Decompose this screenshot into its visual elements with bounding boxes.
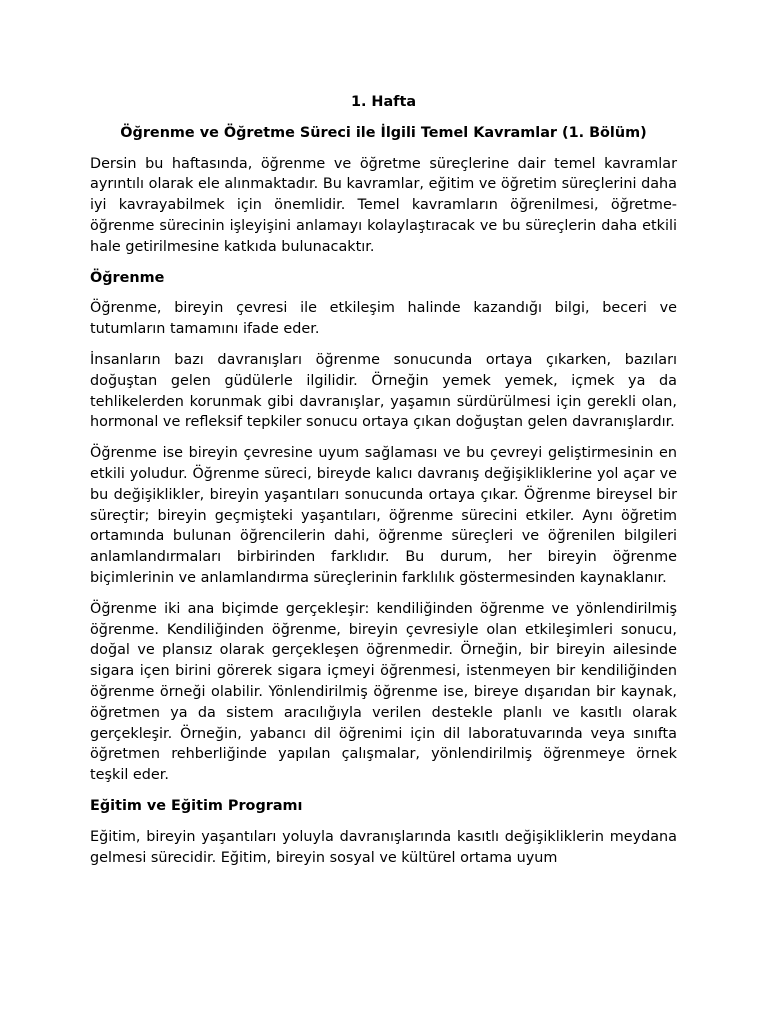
ogrenme-paragraph-4: Öğrenme iki ana biçimde gerçekleşir: kendiliğinden öğrenme ve yönlendirilmiş öğrenme. Kendiliğinden öğrenme, bireyin çevresiyle olan etkileşimleri sonucu, doğal ve plansız olarak gerçekleşen öğrenmedir. Örneğin, bir bireyin ailesinde sigara içen birini görerek sigara içmeyi öğrenmesi, istenmeyen bir kendiliğinden öğrenme örneği olabilir. Yönlendirilmiş öğrenme ise, bireye dışarıdan bir kaynak, öğretmen ya da sistem aracılığıyla verilen destekle planlı ve kasıtlı olarak gerçekleşir. Örneğin, yabancı dil öğrenimi için dil laboratuvarında veya sınıfta öğretmen rehberliğinde yapılan çalışmalar, yönlendirilmiş öğrenmeye örnek teşkil eder. — [90, 600, 677, 784]
document-subtitle: Öğrenme ve Öğretme Süreci ile İlgili Temel Kavramlar (1. Bölüm) — [120, 124, 647, 141]
section-heading-ogrenme: Öğrenme — [90, 269, 165, 286]
ogrenme-paragraph-3: Öğrenme ise bireyin çevresine uyum sağlaması ve bu çevreyi geliştirmesinin en etkili yoludur. Öğrenme süreci, bireyde kalıcı davranış değişikliklerine yol açar ve bu değişiklikler, bireyin yaşantıları sonucunda ortaya çıkar. Öğrenme bireysel bir süreçtir; bireyin geçmişteki yaşantıları, öğrenme sürecini etkiler. Aynı öğretim ortamında bulunan öğrencilerin dahi, öğrenme süreçleri ve öğrenilen bilgileri anlamlandırmaları birbirinden farklıdır. Bu durum, her bireyin öğrenme biçimlerinin ve anlamlandırma süreçlerinin farklılık göstermesinden kaynaklanır. — [90, 445, 677, 586]
egitim-paragraph-1: Eğitim, bireyin yaşantıları yoluyla davranışlarında kasıtlı değişikliklerin meydana gelmesi sürecidir. Eğitim, bireyin sosyal ve kültürel ortama uyum — [90, 828, 677, 866]
ogrenme-paragraph-2: İnsanların bazı davranışları öğrenme sonucunda ortaya çıkarken, bazıları doğuştan gelen güdülerle ilgilidir. Örneğin yemek yemek, içmek ya da tehlikelerden korunmak gibi davranışlar, yaşamın sürdürülmesi için gerekli olan, hormonal ve refleksif tepkiler sonucu ortaya çıkan doğuştan gelen davranışlardır. — [90, 351, 677, 431]
document-page — [90, 92, 677, 878]
intro-paragraph: Dersin bu haftasında, öğrenme ve öğretme süreçlerine dair temel kavramlar ayrıntılı olarak ele alınmaktadır. Bu kavramlar, eğitim ve öğretim süreçlerini daha iyi kavrayabilmek için önemlidir. Temel kavramların öğrenilmesi, öğretme-öğrenme sürecinin işleyişini anlamayı kolaylaştıracak ve bu süreçlerin daha etkili hale getirilmesine katkıda bulunacaktır. — [90, 155, 677, 255]
section-heading-egitim: Eğitim ve Eğitim Programı — [90, 797, 303, 814]
document-title: 1. Hafta — [350, 94, 417, 110]
ogrenme-paragraph-1: Öğrenme, bireyin çevresi ile etkileşim halinde kazandığı bilgi, beceri ve tutumların tamamını ifade eder. — [90, 300, 677, 338]
